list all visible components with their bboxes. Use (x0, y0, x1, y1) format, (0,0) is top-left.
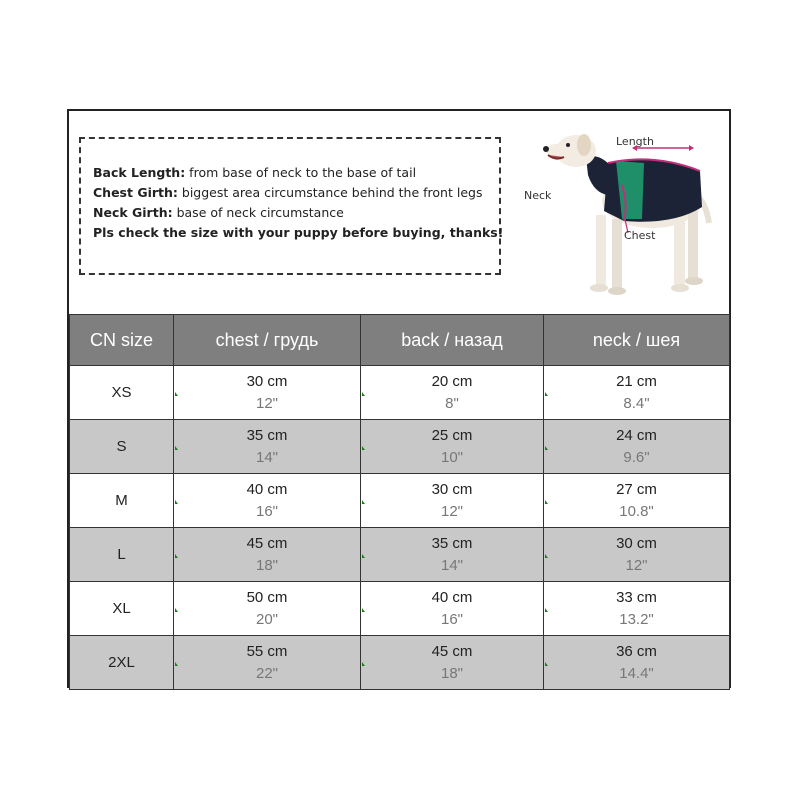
chest-cell (174, 474, 361, 528)
back-inch: 10" (440, 448, 463, 466)
size-chart (67, 109, 731, 688)
back-cm: 35 cm (431, 534, 473, 552)
chest-inch: 20" (255, 610, 278, 628)
neck-cm: 30 cm (616, 534, 657, 552)
neck-girth-label: Neck Girth: (93, 205, 173, 220)
table-row (70, 528, 730, 582)
back-cell (361, 474, 544, 528)
back-inch: 16" (440, 610, 463, 628)
check-size-text: Pls check the size with your puppy before buying, thanks! (93, 225, 504, 240)
table-row (70, 636, 730, 690)
size-cell: XS (70, 366, 174, 420)
length-label: Length (616, 135, 654, 148)
header-back: back / назад (361, 315, 544, 366)
size-cell: 2XL (70, 636, 174, 690)
back-cell (361, 420, 544, 474)
chest-inch: 18" (255, 556, 278, 574)
chest-inch: 14" (255, 448, 278, 466)
back-length-text: from base of neck to the base of tail (185, 165, 417, 180)
header-size: CN size (70, 315, 174, 366)
measurement-guide (69, 111, 729, 316)
neck-inch: 13.2" (619, 610, 654, 628)
back-cell (361, 636, 544, 690)
size-cell: M (70, 474, 174, 528)
chest-girth-text: biggest area circumstance behind the front legs (177, 185, 483, 200)
chest-inch: 16" (255, 502, 278, 520)
chest-girth-label: Chest Girth: (93, 185, 178, 200)
size-table (69, 314, 730, 690)
table-header-row (70, 315, 730, 366)
measurement-notes (79, 137, 504, 275)
note-neck-girth (93, 203, 499, 223)
neck-girth-text: base of neck circumstance (172, 205, 344, 220)
note-check (93, 223, 504, 243)
chest-cm: 45 cm (246, 534, 288, 552)
chest-cm: 30 cm (246, 372, 288, 390)
dog-in-coat-illustration (524, 123, 729, 311)
chest-inch: 22" (255, 664, 278, 682)
size-cell: L (70, 528, 174, 582)
neck-cell (544, 420, 730, 474)
table-row (70, 420, 730, 474)
chest-cell (174, 528, 361, 582)
table-row (70, 474, 730, 528)
neck-inch: 9.6" (623, 448, 650, 466)
back-cell (361, 582, 544, 636)
table-row (70, 582, 730, 636)
note-back-length (93, 163, 499, 183)
neck-cell (544, 474, 730, 528)
back-inch: 12" (440, 502, 463, 520)
neck-inch: 10.8" (619, 502, 654, 520)
back-inch: 8" (445, 394, 459, 412)
chest-cell (174, 366, 361, 420)
neck-cm: 27 cm (616, 480, 657, 498)
neck-cm: 21 cm (616, 372, 657, 390)
neck-cell (544, 636, 730, 690)
neck-inch: 14.4" (619, 664, 654, 682)
back-cm: 30 cm (431, 480, 473, 498)
size-cell: S (70, 420, 174, 474)
neck-cell (544, 528, 730, 582)
note-chest-girth (93, 183, 499, 203)
chest-cm: 40 cm (246, 480, 288, 498)
table-row (70, 366, 730, 420)
back-inch: 14" (440, 556, 463, 574)
neck-cell (544, 366, 730, 420)
neck-cell (544, 582, 730, 636)
neck-cm: 24 cm (616, 426, 657, 444)
neck-cm: 33 cm (616, 588, 657, 606)
header-chest: chest / грудь (174, 315, 361, 366)
dog-diagram (524, 123, 729, 311)
neck-label: Neck (524, 189, 552, 202)
chest-cell (174, 420, 361, 474)
back-cm: 45 cm (431, 642, 473, 660)
back-cm: 20 cm (431, 372, 473, 390)
chest-label: Chest (624, 229, 656, 242)
chest-cm: 35 cm (246, 426, 288, 444)
neck-inch: 8.4" (623, 394, 650, 412)
back-length-label: Back Length: (93, 165, 186, 180)
back-inch: 18" (440, 664, 463, 682)
back-cm: 40 cm (431, 588, 473, 606)
header-neck: neck / шея (544, 315, 730, 366)
neck-inch: 12" (625, 556, 648, 574)
chest-cm: 50 cm (246, 588, 288, 606)
chest-inch: 12" (255, 394, 278, 412)
chest-cell (174, 582, 361, 636)
back-cm: 25 cm (431, 426, 473, 444)
back-cell (361, 528, 544, 582)
chest-cell (174, 636, 361, 690)
size-cell: XL (70, 582, 174, 636)
chest-cm: 55 cm (246, 642, 288, 660)
back-cell (361, 366, 544, 420)
neck-cm: 36 cm (616, 642, 657, 660)
